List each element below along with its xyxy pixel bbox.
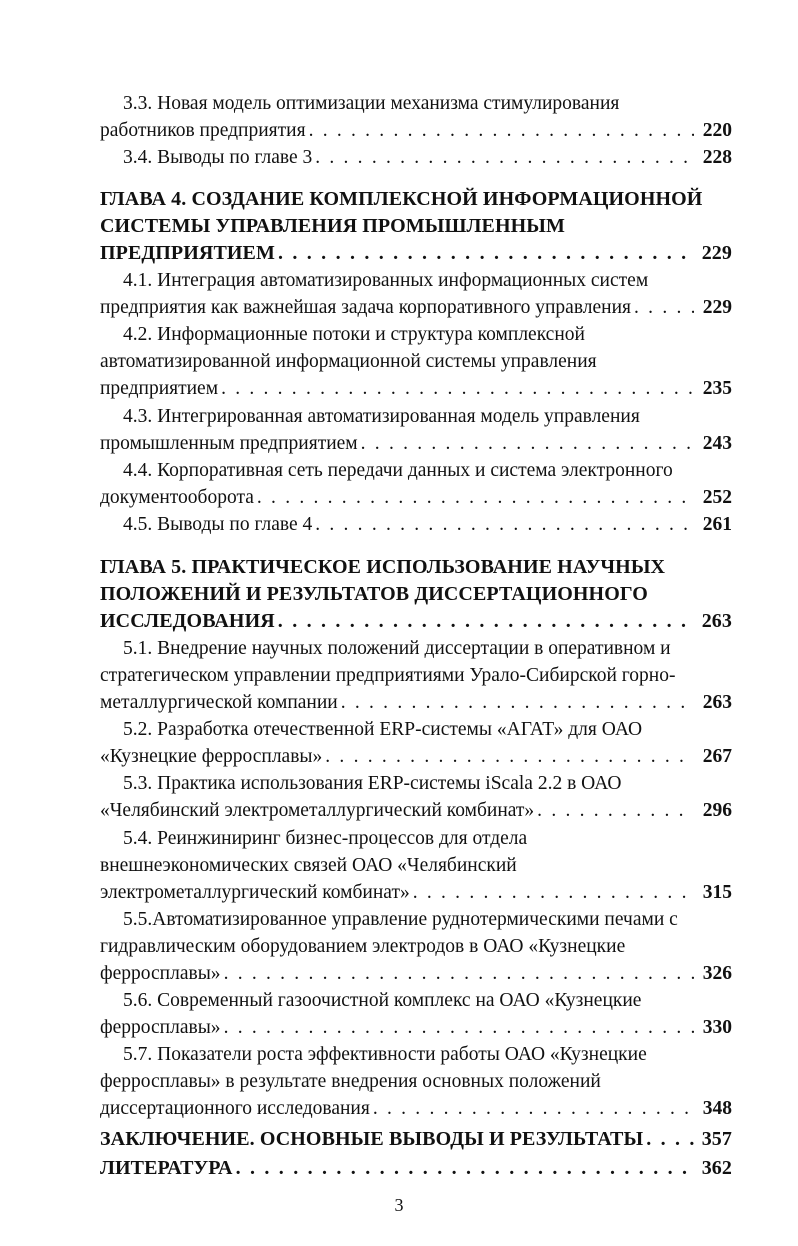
toc-page-number: 252: [702, 487, 732, 508]
page-number: 3: [394, 1195, 404, 1215]
toc-entry-5-2[interactable]: [100, 744, 732, 770]
toc-entry-title: металлургической компании: [100, 692, 338, 713]
toc-entry-title: ферросплавы»: [100, 963, 221, 984]
toc-entry-4-5[interactable]: [123, 512, 732, 538]
toc-page-number: 348: [702, 1098, 732, 1119]
toc-entry-5-5[interactable]: [100, 961, 732, 987]
toc-entry-title: ЗАКЛЮЧЕНИЕ. ОСНОВНЫЕ ВЫВОДЫ И РЕЗУЛЬТАТЫ: [100, 1128, 644, 1150]
toc-entry-title: диссертационного исследования: [100, 1098, 370, 1119]
toc-page-number: 326: [702, 963, 732, 984]
toc-entry-4-2-line2: автоматизированной информационной системы управления: [100, 351, 597, 372]
dot-leader: [221, 376, 694, 402]
toc-entry-4-1-line1: 4.1. Интеграция автоматизированных информационных систем: [123, 270, 649, 291]
toc-entry-5-2-line1: 5.2. Разработка отечественной ERP-системы «АГАТ» для ОАО: [123, 719, 643, 740]
chapter-4-heading-line2: СИСТЕМЫ УПРАВЛЕНИЯ ПРОМЫШЛЕННЫМ: [100, 215, 566, 237]
dot-leader: [257, 485, 694, 511]
toc-entry-3-3-line1: 3.3. Новая модель оптимизации механизма стимулирования: [123, 93, 620, 114]
chapter-5-heading-line2: ПОЛОЖЕНИЙ И РЕЗУЛЬТАТОВ ДИССЕРТАЦИОННОГО: [100, 583, 648, 605]
toc-page-number: 235: [702, 378, 732, 399]
toc-entry-title: предприятия как важнейшая задача корпоративного управления: [100, 297, 632, 318]
toc-entry-5-5-line2: гидравлическим оборудованием электродов в ОАО «Кузнецкие: [100, 936, 626, 957]
toc-page-number: 243: [702, 433, 732, 454]
toc-entry-chapter-5[interactable]: [100, 608, 732, 634]
toc-entry-conclusion[interactable]: [100, 1126, 732, 1152]
dot-leader: [361, 431, 694, 457]
dot-leader: [646, 1126, 694, 1152]
toc-page-number: 220: [702, 120, 732, 141]
toc-entry-4-3[interactable]: [100, 431, 732, 457]
toc-entry-5-1-line2: стратегическом управлении предприятиями Урало-Сибирской горно-: [100, 665, 676, 686]
dot-leader: [236, 1155, 694, 1181]
toc-page-number: 229: [701, 242, 732, 264]
toc-page-number: 315: [702, 882, 732, 903]
toc-entry-3-4[interactable]: [123, 145, 732, 171]
toc-entry-title: 3.4. Выводы по главе 3: [123, 147, 313, 168]
toc-page-number: 261: [702, 514, 732, 535]
toc-entry-4-4[interactable]: [100, 485, 732, 511]
dot-leader: [325, 744, 694, 770]
toc-entry-5-3-line1: 5.3. Практика использования ERP-системы iScala 2.2 в ОАО: [123, 773, 622, 794]
toc-entry-title: ЛИТЕРАТУРА: [100, 1157, 233, 1179]
toc-entry-5-1[interactable]: [100, 690, 732, 716]
toc-entry-5-4[interactable]: [100, 880, 732, 906]
toc-entry-5-6-line1: 5.6. Современный газоочистной комплекс на ОАО «Кузнецкие: [123, 990, 642, 1011]
dot-leader: [278, 240, 694, 266]
toc-entry-title: электрометаллургический комбинат»: [100, 882, 410, 903]
toc-entry-5-7[interactable]: [100, 1096, 732, 1122]
dot-leader: [413, 880, 694, 906]
toc-page-number: 330: [702, 1017, 732, 1038]
toc-page-number: 267: [702, 746, 732, 767]
toc-page-number: 263: [701, 610, 732, 632]
chapter-5-heading-line1: ГЛАВА 5. ПРАКТИЧЕСКОЕ ИСПОЛЬЗОВАНИЕ НАУЧНЫХ: [100, 556, 666, 578]
toc-entry-title: ферросплавы»: [100, 1017, 221, 1038]
toc-entry-title: 4.5. Выводы по главе 4: [123, 514, 313, 535]
toc-page-number: 296: [702, 800, 732, 821]
dot-leader: [315, 512, 694, 538]
toc-entry-4-2[interactable]: [100, 376, 732, 402]
dot-leader: [309, 118, 694, 144]
toc-page-number: 263: [702, 692, 732, 713]
toc-entry-4-2-line1: 4.2. Информационные потоки и структура комплексной: [123, 324, 585, 345]
toc-entry-title: ПРЕДПРИЯТИЕМ: [100, 242, 275, 264]
toc-entry-5-4-line2: внешнеэкономических связей ОАО «Челябинский: [100, 855, 517, 876]
toc-entry-title: работников предприятия: [100, 120, 306, 141]
toc-page-number: 357: [701, 1128, 732, 1150]
toc-entry-5-3[interactable]: [100, 798, 732, 824]
toc-entry-title: «Кузнецкие ферросплавы»: [100, 746, 323, 767]
dot-leader: [278, 608, 694, 634]
toc-entry-title: документооборота: [100, 487, 254, 508]
toc-entry-title: ИССЛЕДОВАНИЯ: [100, 610, 275, 632]
toc-entry-chapter-4[interactable]: [100, 240, 732, 266]
toc-entry-5-7-line1: 5.7. Показатели роста эффективности работы ОАО «Кузнецкие: [123, 1044, 647, 1065]
toc-page-number: 362: [701, 1157, 732, 1179]
dot-leader: [341, 690, 694, 716]
dot-leader: [537, 798, 694, 824]
toc-entry-5-1-line1: 5.1. Внедрение научных положений диссертации в оперативном и: [123, 638, 671, 659]
toc-entry-title: «Челябинский электрометаллургический комбинат»: [100, 800, 535, 821]
dot-leader: [373, 1096, 694, 1122]
dot-leader: [315, 145, 694, 171]
dot-leader: [224, 1015, 694, 1041]
toc-entry-4-1[interactable]: [100, 295, 732, 321]
dot-leader: [634, 295, 694, 321]
toc-entry-5-7-line2: ферросплавы» в результате внедрения основных положений: [100, 1071, 601, 1092]
toc-entry-title: предприятием: [100, 378, 219, 399]
toc-entry-4-4-line1: 4.4. Корпоративная сеть передачи данных и система электронного: [123, 460, 673, 481]
toc-entry-3-3[interactable]: [100, 118, 732, 144]
toc-page-number: 228: [702, 147, 732, 168]
toc-entry-5-5-line1: 5.5.Автоматизированное управление руднотермическими печами с: [123, 909, 678, 930]
dot-leader: [224, 961, 694, 987]
toc-entry-title: промышленным предприятием: [100, 433, 358, 454]
toc-entry-literature[interactable]: [100, 1155, 732, 1181]
toc-entry-4-3-line1: 4.3. Интегрированная автоматизированная модель управления: [123, 406, 640, 427]
toc-page-number: 229: [702, 297, 732, 318]
chapter-4-heading-line1: ГЛАВА 4. СОЗДАНИЕ КОМПЛЕКСНОЙ ИНФОРМАЦИОННОЙ: [100, 188, 703, 210]
toc-entry-5-6[interactable]: [100, 1015, 732, 1041]
toc-entry-5-4-line1: 5.4. Реинжиниринг бизнес-процессов для отдела: [123, 828, 528, 849]
